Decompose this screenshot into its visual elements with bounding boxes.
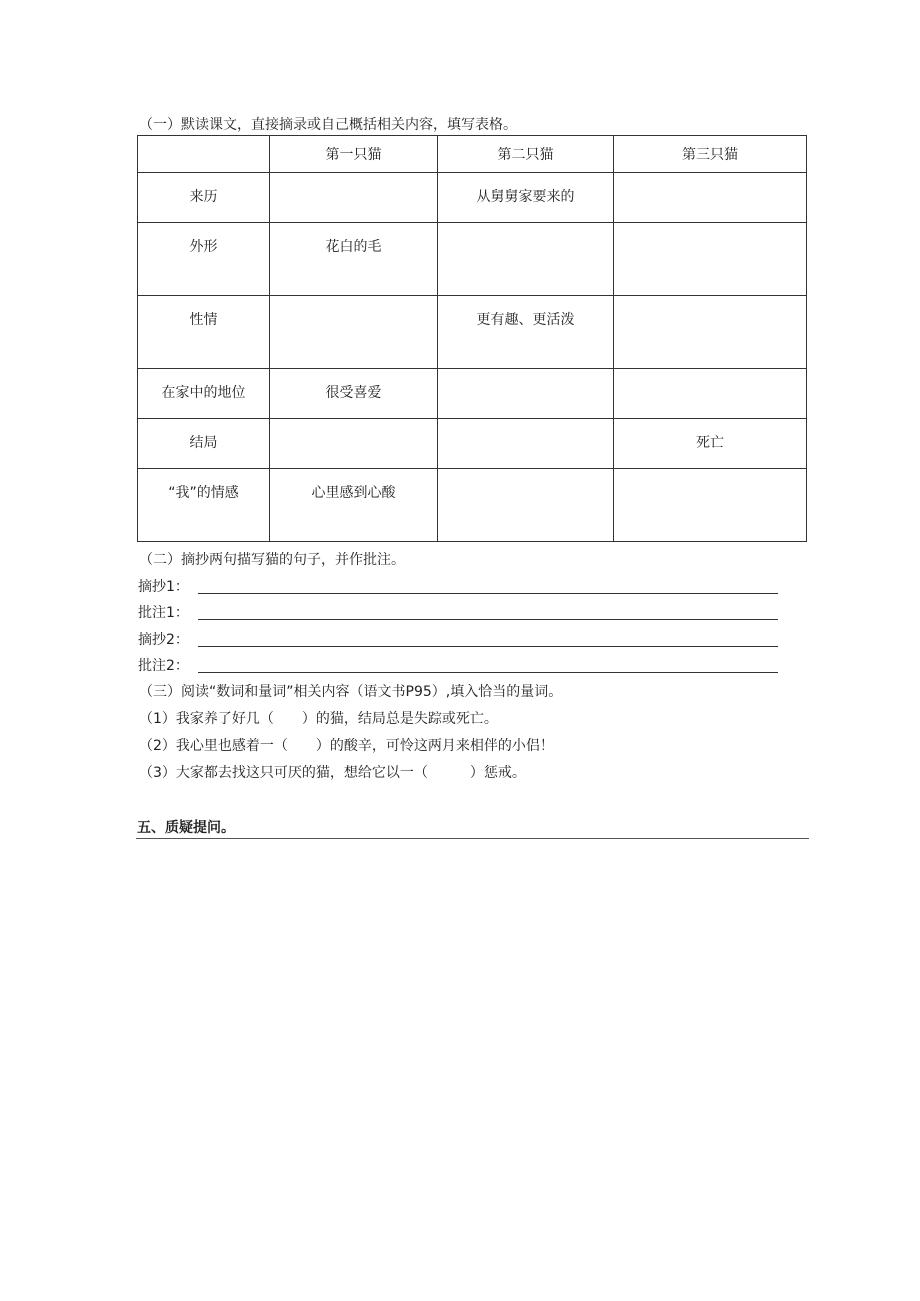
question-1: （1）我家养了好几（ ）的猫，结局总是失踪或死亡。 <box>139 711 498 727</box>
excerpt-2-blank[interactable] <box>198 646 778 647</box>
table-cell[interactable]: 更有趣、更活泼 <box>438 296 614 369</box>
cat-comparison-table <box>137 135 807 542</box>
annotation-1-blank[interactable] <box>198 619 778 620</box>
row-label: 结局 <box>138 419 270 469</box>
table-cell[interactable] <box>614 469 807 542</box>
section-1-title: （一）默读课文，直接摘录或自己概括相关内容，填写表格。 <box>139 117 517 133</box>
row-label: 在家中的地位 <box>138 369 270 419</box>
table-cell[interactable] <box>438 223 614 296</box>
row-label: 性情 <box>138 296 270 369</box>
table-cell[interactable] <box>614 173 807 223</box>
section-5-rule <box>136 838 809 839</box>
header-cell-empty <box>138 136 270 173</box>
row-label: 来历 <box>138 173 270 223</box>
question-2: （2）我心里也感着一（ ）的酸辛，可怜这两月来相伴的小侣！ <box>139 738 554 754</box>
table-row <box>138 223 807 296</box>
table-cell[interactable]: 很受喜爱 <box>270 369 438 419</box>
excerpt-1-label: 摘抄1： <box>138 579 189 595</box>
table-cell[interactable] <box>438 419 614 469</box>
table-cell[interactable] <box>270 173 438 223</box>
table-cell[interactable]: 心里感到心酸 <box>270 469 438 542</box>
section-2-title: （二）摘抄两句描写猫的句子，并作批注。 <box>139 552 405 568</box>
table-cell[interactable] <box>614 296 807 369</box>
row-label: “我”的情感 <box>138 469 270 542</box>
table-row <box>138 419 807 469</box>
row-label: 外形 <box>138 223 270 296</box>
section-5-title: 五、质疑提问。 <box>137 820 235 836</box>
annotation-2-blank[interactable] <box>198 672 778 673</box>
header-cell-cat-3: 第三只猫 <box>614 136 807 173</box>
table-cell[interactable] <box>438 369 614 419</box>
table-row <box>138 469 807 542</box>
table-cell[interactable] <box>270 419 438 469</box>
table-row <box>138 296 807 369</box>
header-cell-cat-1: 第一只猫 <box>270 136 438 173</box>
table-row <box>138 173 807 223</box>
table-cell[interactable] <box>270 296 438 369</box>
table-cell[interactable]: 从舅舅家要来的 <box>438 173 614 223</box>
table-header-row <box>138 136 807 173</box>
header-cell-cat-2: 第二只猫 <box>438 136 614 173</box>
table-cell[interactable]: 死亡 <box>614 419 807 469</box>
table-cell[interactable] <box>614 369 807 419</box>
table-row <box>138 369 807 419</box>
annotation-2-label: 批注2： <box>138 658 189 674</box>
section-3-title: （三）阅读“数词和量词”相关内容（语文书P95）,填入恰当的量词。 <box>139 684 563 700</box>
excerpt-2-label: 摘抄2： <box>138 632 189 648</box>
excerpt-1-blank[interactable] <box>198 593 778 594</box>
table-cell[interactable] <box>438 469 614 542</box>
table-cell[interactable]: 花白的毛 <box>270 223 438 296</box>
annotation-1-label: 批注1： <box>138 605 189 621</box>
question-3: （3）大家都去找这只可厌的猫，想给它以一（ ）惩戒。 <box>139 765 526 781</box>
table-cell[interactable] <box>614 223 807 296</box>
